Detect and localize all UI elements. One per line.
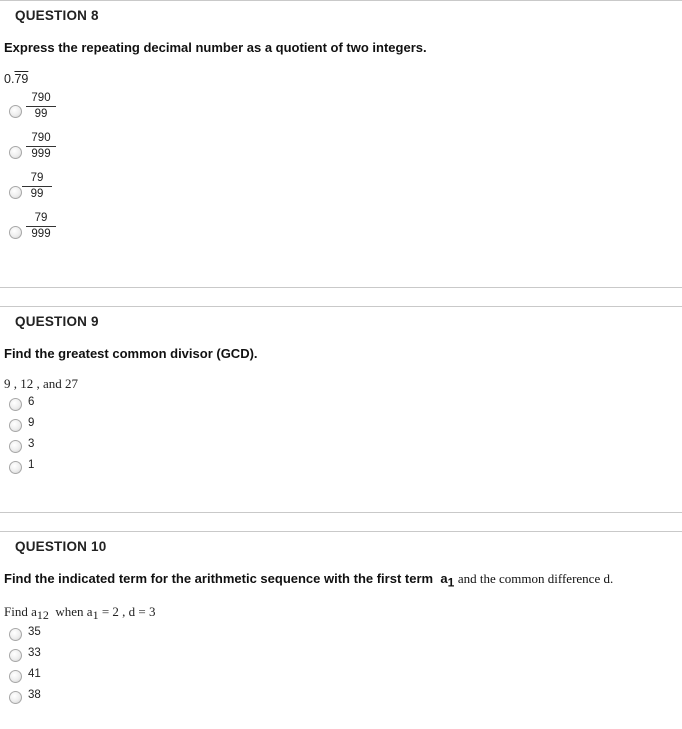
q10-option-4-label: 38 [28, 689, 41, 701]
divider-top [0, 0, 682, 1]
denominator: 99 [34, 108, 48, 120]
q10-option-2-radio[interactable] [9, 649, 22, 662]
decimal-lead: 0. [4, 72, 15, 86]
q10-option-1-radio[interactable] [9, 628, 22, 641]
fraction-bar [26, 226, 56, 227]
prompt-text: Find the indicated term for the arithmetic sequence with the first term [4, 571, 434, 586]
q8-option-1-radio[interactable] [9, 105, 22, 118]
denominator: 999 [31, 148, 51, 160]
divider-q10-top [0, 531, 682, 532]
q8-option-3-radio[interactable] [9, 186, 22, 199]
fraction-bar [26, 146, 56, 147]
question-9-header: QUESTION 9 [15, 314, 99, 329]
q9-option-1-label: 6 [28, 396, 35, 408]
question-9-expression: 9 , 12 , and 27 [4, 376, 79, 391]
q9-option-1-radio[interactable] [9, 398, 22, 411]
first-term-var: $a_1$ [440, 571, 455, 590]
repeating-digits: 79 [14, 72, 29, 86]
fraction-bar [22, 186, 52, 187]
question-8-header: QUESTION 8 [15, 8, 99, 23]
question-10-expression: Find $a_{12}$ when $a_1 = 2$ , d = 3 [4, 604, 156, 622]
q8-option-2-radio[interactable] [9, 146, 22, 159]
divider-q9-top [0, 306, 682, 307]
fraction-bar [26, 106, 56, 107]
q10-option-4-radio[interactable] [9, 691, 22, 704]
q8-option-4-radio[interactable] [9, 226, 22, 239]
q9-option-4-radio[interactable] [9, 461, 22, 474]
q10-option-3-label: 41 [28, 668, 41, 680]
denominator: 99 [30, 188, 44, 200]
q9-option-3-label: 3 [28, 438, 35, 450]
question-10-prompt [4, 571, 613, 590]
denominator: 999 [31, 228, 51, 240]
question-9-prompt: Find the greatest common divisor (GCD). [4, 346, 258, 361]
numerator: 790 [31, 92, 51, 104]
q9-option-4-label: 1 [28, 459, 35, 471]
numerator: 790 [31, 132, 51, 144]
q8-option-3-fraction [22, 172, 52, 201]
q10-option-3-radio[interactable] [9, 670, 22, 683]
question-8-prompt: Express the repeating decimal number as a quotient of two integers. [4, 40, 427, 55]
prompt-tail: and the common difference d. [457, 571, 614, 586]
divider-q8-bottom [0, 287, 682, 288]
q10-option-2-label: 33 [28, 647, 41, 659]
divider-q9-bottom [0, 512, 682, 513]
question-8-expression [4, 72, 28, 86]
q10-option-1-label: 35 [28, 626, 41, 638]
q9-option-2-radio[interactable] [9, 419, 22, 432]
numerator: 79 [34, 212, 48, 224]
question-10-header: QUESTION 10 [15, 539, 107, 554]
q8-option-1-fraction [26, 92, 56, 121]
numerator: 79 [30, 172, 44, 184]
q8-option-4-fraction [26, 212, 56, 241]
q9-option-3-radio[interactable] [9, 440, 22, 453]
q9-option-2-label: 9 [28, 417, 35, 429]
q8-option-2-fraction [26, 132, 56, 161]
